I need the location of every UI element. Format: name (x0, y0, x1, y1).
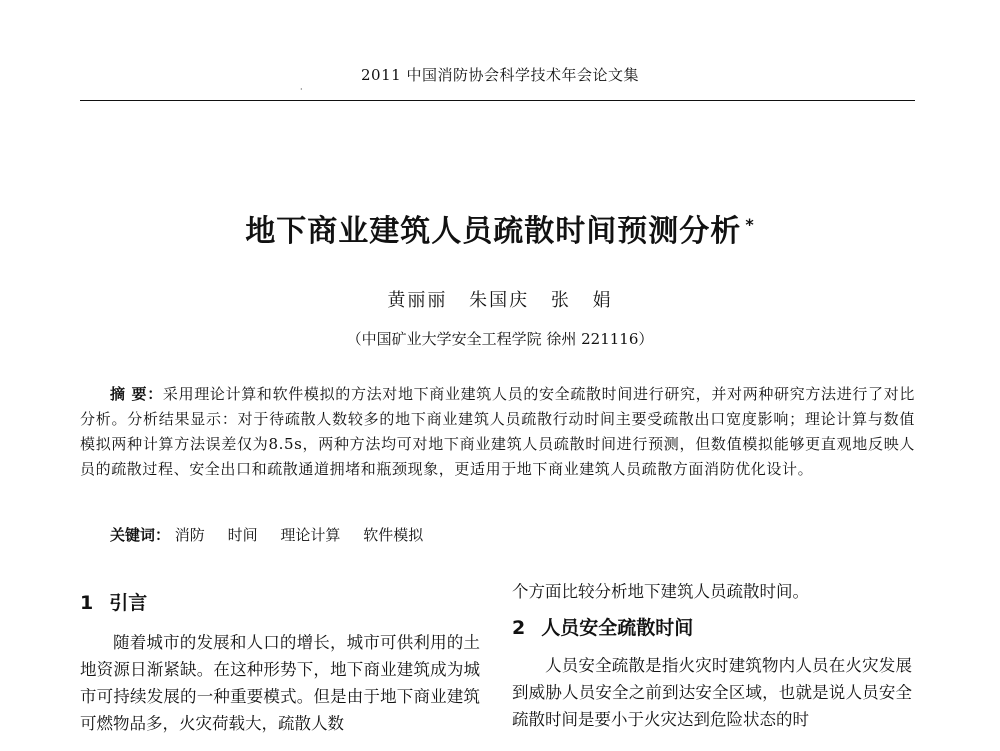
right-column (512, 578, 912, 733)
running-header: 2011 中国消防协会科学技术年会论文集 (361, 66, 639, 84)
affiliation: （中国矿业大学安全工程学院 徐州 221116） (346, 330, 654, 348)
section-title: 引言 (109, 592, 148, 614)
keyword: 软件模拟 (363, 526, 424, 544)
paper-title (0, 206, 1000, 250)
section-number: 2 (512, 617, 526, 639)
abstract-text: 采用理论计算和软件模拟的方法对地下商业建筑人员的安全疏散时间进行研究，并对两种研究方法进行了对比分析。分析结果显示：对于待疏散人数较多的地下商业建筑人员疏散行动时间主要受疏散出口宽度影响；理论计算与数值模拟两种计算方法误差仅为8.5s，两种方法均可对地下商业建筑人员疏散时间进行预测，但数值模拟能够更直观地反映人员的疏散过程、安全出口和疏散通道拥堵和瓶颈现象，更适用于地下商业建筑人员疏散方面消防优化设计。 (80, 385, 915, 478)
keywords (110, 524, 441, 545)
title-footnote-mark: * (745, 215, 755, 234)
abstract (80, 382, 915, 482)
keyword: 消防 (174, 526, 205, 544)
section-1-paragraph: 随着城市的发展和人口的增长，城市可供利用的土地资源日渐紧缺。在这种形势下，地下商业建筑成为城市可持续发展的一种重要模式。但是由于地下商业建筑可燃物品多，火灾荷载大，疏散人数 (80, 633, 480, 733)
keywords-label: 关键词： (110, 526, 171, 544)
header-rule (80, 100, 915, 101)
author: 黄丽丽 (387, 290, 448, 311)
section-1-heading (80, 590, 480, 617)
scan-dot: · (300, 85, 303, 94)
keyword: 时间 (227, 526, 258, 544)
author: 张 娟 (550, 290, 613, 311)
continuation-text: 个方面比较分析地下建筑人员疏散时间。 (512, 582, 809, 601)
left-column (80, 578, 480, 737)
keyword: 理论计算 (280, 526, 341, 544)
authors (0, 286, 1000, 312)
author: 朱国庆 (469, 290, 530, 311)
abstract-label: 摘 要： (110, 385, 163, 403)
title-text: 地下商业建筑人员疏散时间预测分析 (245, 214, 742, 249)
section-2-paragraph: 人员安全疏散是指火灾时建筑物内人员在火灾发展到威胁人员安全之前到达安全区域，也就是说人员安全疏散时间是要小于火灾达到危险状态的时 (512, 656, 912, 729)
section-number: 1 (80, 592, 94, 614)
section-2-heading (512, 615, 912, 642)
section-title: 人员安全疏散时间 (541, 617, 694, 639)
